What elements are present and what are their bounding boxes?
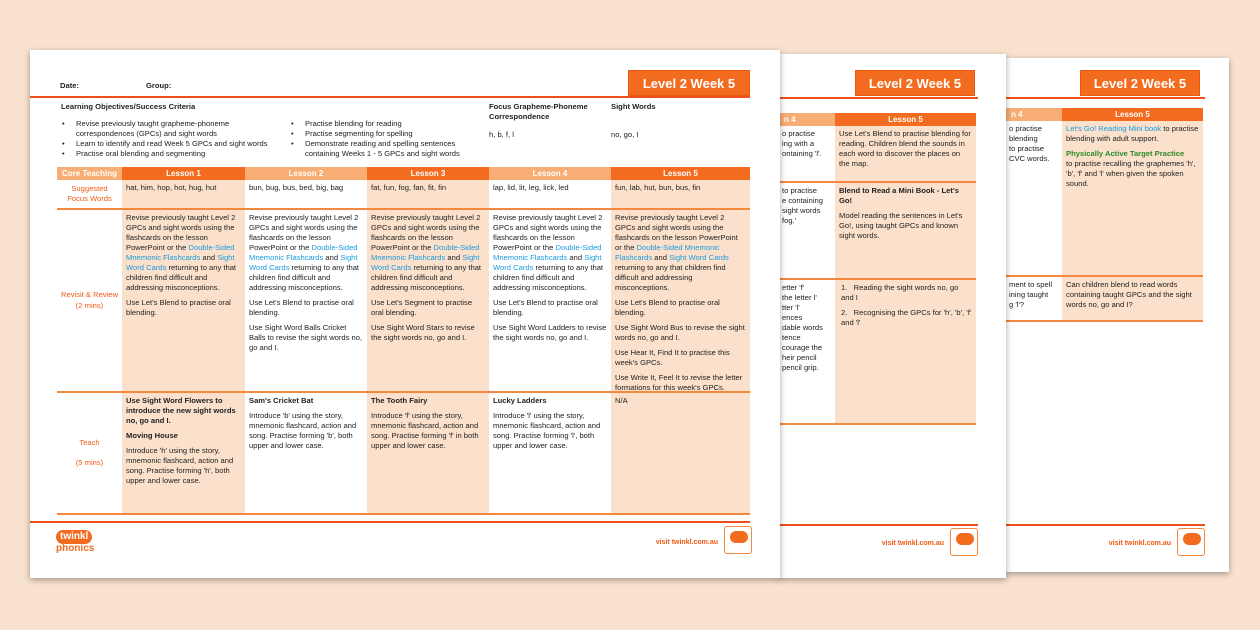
lesson-5-cell: [1062, 121, 1203, 277]
text: pencil grip.: [782, 363, 819, 373]
activity: Use Let's Segment to practise oral blending.: [371, 298, 473, 318]
partial-cell: [778, 183, 835, 280]
sight-word-cards-link[interactable]: Sight Word Cards: [669, 253, 729, 263]
teach-cell: [489, 393, 611, 515]
revisit-cell: [245, 210, 367, 393]
activity: Use Sight Word Bus to revise the sight words no, go and I.: [615, 323, 745, 343]
page-3: [1005, 58, 1229, 572]
text: to practise recalling the graphemes 'h', 'b', 'f' and 'l' when given the spoken sound.: [1066, 159, 1196, 189]
flashcards-link[interactable]: Double-Sided Mnemonic Flashcards: [615, 243, 720, 263]
activity: Use Hear It, Find It to practise this week's GPCs.: [615, 348, 730, 368]
text: to practise: [1009, 144, 1045, 154]
focus-words-cell: [245, 180, 367, 210]
text: to practise blending with adult support.: [1066, 124, 1199, 144]
objective: • Learn to identify and read Week 5 GPCs and sight words: [62, 139, 287, 149]
text: dable words: [782, 323, 823, 333]
text: o practise: [782, 129, 815, 138]
focus-gpc-heading: Focus Grapheme-Phoneme Correspondence: [489, 102, 588, 122]
text: returning to any that children find difficult and addressing misconceptions.: [126, 263, 237, 293]
core-teaching-header: Core Teaching: [57, 167, 122, 180]
teach-cell: [611, 393, 750, 515]
revisit-cell: [122, 210, 245, 393]
sight-word-cards-link[interactable]: Sight Word Cards: [493, 253, 602, 273]
text: The Tooth Fairy: [371, 396, 428, 405]
page-1: [30, 50, 780, 578]
objective: • Revise previously taught grapheme-phoneme correspondences (GPCs) and sight words: [62, 119, 287, 139]
text: Sam's Cricket Bat: [249, 396, 314, 405]
lesson-4-header: Lesson 4: [489, 167, 611, 180]
lesson-5-cell: [835, 126, 976, 183]
target-practice-link[interactable]: Physically Active Target Practice: [1066, 149, 1185, 159]
text: returning to any that children find difficult and addressing misconceptions.: [249, 263, 360, 293]
text: returning to any that children find difficult and addressing misconceptions.: [615, 263, 726, 293]
flashcards-link[interactable]: Double-Sided Mnemonic Flashcards: [126, 243, 235, 263]
text: ing with a: [782, 139, 815, 149]
teach-cell: [245, 393, 367, 515]
footer-url[interactable]: visit twinkl.com.au: [1108, 540, 1171, 547]
lesson-1-header: Lesson 1: [122, 167, 245, 180]
text: tence: [782, 333, 801, 343]
text: etter 'f': [782, 283, 805, 292]
text: lap, lid, lit, leg, lick, led: [493, 183, 569, 192]
sight-words-heading: Sight Words: [611, 102, 656, 111]
text: ment to spell: [1009, 280, 1053, 289]
text: and: [325, 253, 339, 263]
text: Introduce 'l' using the story, mnemonic flashcard, action and song. Practise forming 'l', both upper and lower case.: [493, 411, 601, 451]
group-label: Group:: [146, 81, 172, 90]
sight-word-cards-link[interactable]: Sight Word Cards: [126, 253, 235, 273]
time: (5 mins): [75, 458, 104, 467]
time: (2 mins): [75, 300, 104, 310]
footer-url[interactable]: visit twinkl.com.au: [655, 539, 718, 546]
text: Revise previously taught Level 2 GPCs and sight words using the flashcards on the lesson PowerPoint or the: [126, 213, 236, 253]
text: e containing: [782, 196, 823, 206]
text: fog.': [782, 216, 797, 226]
lesson-5-header: Lesson 5: [835, 113, 976, 126]
text: Lucky Ladders: [493, 396, 547, 405]
flashcards-link[interactable]: Double-Sided Mnemonic Flashcards: [249, 243, 358, 263]
teach-cell: [122, 393, 245, 515]
activity: Use Let's Blend to practise oral blending.: [249, 298, 354, 318]
reading-mini-book-link[interactable]: Let's Go! Reading Mini book: [1066, 124, 1162, 133]
lesson-5-header: Lesson 5: [611, 167, 750, 180]
text: blending: [1009, 134, 1038, 144]
text: Use Let's Blend to practise blending for reading. Children blend the sounds in each word to discover the places on the map.: [839, 129, 971, 169]
lesson-3-header: Lesson 3: [367, 167, 489, 180]
lesson-4-header: n 4: [1005, 108, 1062, 121]
text: Use Sight Word Flowers to introduce the new sight words no, go and I.: [126, 396, 236, 426]
text: Introduce 'h' using the story, mnemonic flashcard, action and song. Practise forming 'h', both upper and lower case.: [126, 446, 234, 486]
flashcards-link[interactable]: Double-Sided Mnemonic Flashcards: [371, 243, 480, 263]
text: fun, lab, hut, bun, bus, fin: [615, 183, 701, 192]
text: fat, fun, fog, fan, fit, fin: [371, 183, 447, 192]
activity: Use Sight Word Balls Cricket Balls to revise the sight words no, go and I.: [249, 323, 363, 353]
revisit-cell: [611, 210, 750, 393]
partial-cell: [1005, 121, 1062, 277]
activity: Use Let's Blend to practise oral blending.: [493, 298, 598, 318]
text: Introduce 'b' using the story, mnemonic flashcard, action and song. Practise forming 'b', both upper and lower case.: [249, 411, 357, 451]
text: sight words: [782, 206, 821, 216]
text: Can children blend to read words containing taught GPCs and the sight words no, go and I?: [1066, 280, 1192, 310]
objective: • Practise oral blending and segmenting: [62, 149, 287, 159]
text: Reading the sight words no, go and I: [841, 283, 959, 303]
text: o practise: [1009, 124, 1042, 133]
text: and: [202, 253, 216, 263]
mini-book-title: Blend to Read a Mini Book - Let's Go!: [839, 186, 959, 206]
activity: Use Write It, Feel It to revise the letter formations for this week's GPCs.: [615, 373, 743, 393]
partial-cell: [1005, 277, 1062, 322]
label: Suggested Focus Words: [67, 183, 112, 203]
award-badge: [950, 528, 978, 556]
text: the letter l': [782, 293, 817, 303]
page-title: Level 2 Week 5: [628, 70, 750, 96]
teach-cell: [367, 393, 489, 515]
text: N/A: [615, 396, 628, 405]
text: courage the: [782, 343, 823, 353]
objectives-heading: Learning Objectives/Success Criteria: [61, 102, 196, 111]
lesson-5-cell: [1062, 277, 1203, 322]
text: Revise previously taught Level 2 GPCs and sight words using the flashcards on the lesson PowerPoint or the: [615, 213, 738, 253]
activity: Use Let's Blend to practise oral blending.: [126, 298, 231, 318]
date-label: Date:: [60, 81, 79, 90]
text: CVC words.: [1009, 154, 1050, 164]
activity: Use Sight Word Ladders to revise the sight words no, go and I.: [493, 323, 607, 343]
award-badge: [1177, 528, 1205, 556]
focus-gpc-value: h, b, f, l: [489, 130, 514, 139]
page-title: Level 2 Week 5: [1080, 70, 1200, 96]
text: hat, him, hop, hot, hug, hut: [126, 183, 217, 192]
partial-cell: [778, 280, 835, 425]
row-label: [57, 210, 122, 393]
activity: Use Let's Blend to practise oral blending.: [615, 298, 720, 318]
text: returning to any that children find difficult and addressing misconceptions.: [493, 263, 604, 293]
text: and: [569, 253, 583, 263]
text: Model reading the sentences in Let's Go!, using taught GPCs and known sight words.: [839, 211, 963, 241]
text: returning to any that children find difficult and addressing misconceptions.: [371, 263, 482, 293]
text: to practise: [782, 186, 818, 195]
focus-words-cell: [122, 180, 245, 210]
focus-words-cell: [489, 180, 611, 210]
revisit-cell: [489, 210, 611, 393]
lesson-5-cell: [835, 280, 976, 425]
objective: • Practise segmenting for spelling: [291, 129, 476, 139]
row-label: [57, 393, 122, 515]
label: Teach: [79, 437, 100, 447]
sight-words-value: no, go, I: [611, 130, 639, 139]
lesson-2-header: Lesson 2: [245, 167, 367, 180]
text: g 'l'?: [1009, 300, 1025, 310]
partial-cell: [778, 126, 835, 183]
assessment-item-1: 1. Reading the sight words no, go and I: [841, 283, 959, 303]
page-2: [778, 54, 1006, 578]
sight-word-cards-link[interactable]: Sight Word Cards: [249, 253, 358, 273]
text: Revise previously taught Level 2 GPCs and sight words using the flashcards on the lesson PowerPoint or the: [249, 213, 359, 253]
twinkl-phonics-logo: twinkl phonics: [56, 531, 95, 554]
objective: • Demonstrate reading and spelling sentences containing Weeks 1 - 5 GPCs and sight words: [291, 139, 476, 159]
sight-word-cards-link[interactable]: Sight Word Cards: [371, 253, 480, 273]
text: tter 'l': [782, 303, 800, 313]
footer-url[interactable]: visit twinkl.com.au: [881, 540, 944, 547]
text: Moving House: [126, 431, 178, 441]
row-label: [57, 180, 122, 210]
text: Recognising the GPCs for 'h', 'b', 'f' and 'l': [841, 308, 972, 328]
text: ining taught: [1009, 290, 1049, 300]
flashcards-link[interactable]: Double-Sided Mnemonic Flashcards: [493, 243, 602, 263]
objective: • Practise blending for reading: [291, 119, 476, 129]
page-title: Level 2 Week 5: [855, 70, 975, 96]
text: and: [447, 253, 461, 263]
text: ences: [782, 313, 803, 323]
objectives-list-2: [291, 119, 476, 159]
text: bun, bug, bus, bed, big, bag: [249, 183, 344, 192]
text: ontaining 'l'.: [782, 149, 822, 159]
objectives-list-1: [62, 119, 287, 159]
lesson-5-header: Lesson 5: [1062, 108, 1203, 121]
activity: Use Sight Word Stars to revise the sight words no, go and I.: [371, 323, 475, 343]
assessment-item-2: 2. Recognising the GPCs for 'h', 'b', 'f' and 'l': [841, 308, 972, 328]
text: and: [654, 253, 667, 263]
text: Revise previously taught Level 2 GPCs and sight words using the flashcards on the lesson PowerPoint or the: [371, 213, 481, 253]
revisit-cell: [367, 210, 489, 393]
focus-words-cell: [611, 180, 750, 210]
focus-words-cell: [367, 180, 489, 210]
text: Revise previously taught Level 2 GPCs and sight words using the flashcards on the lesson PowerPoint or the: [493, 213, 603, 253]
label: Revisit & Review: [61, 290, 118, 300]
text: heir pencil: [782, 353, 817, 363]
text: Introduce 'f' using the story, mnemonic flashcard, action and song. Practise forming 'f' in both upper and lower case.: [371, 411, 479, 451]
lesson-5-cell: [835, 183, 976, 280]
lesson-4-header: n 4: [778, 113, 835, 126]
award-badge: [724, 526, 752, 554]
